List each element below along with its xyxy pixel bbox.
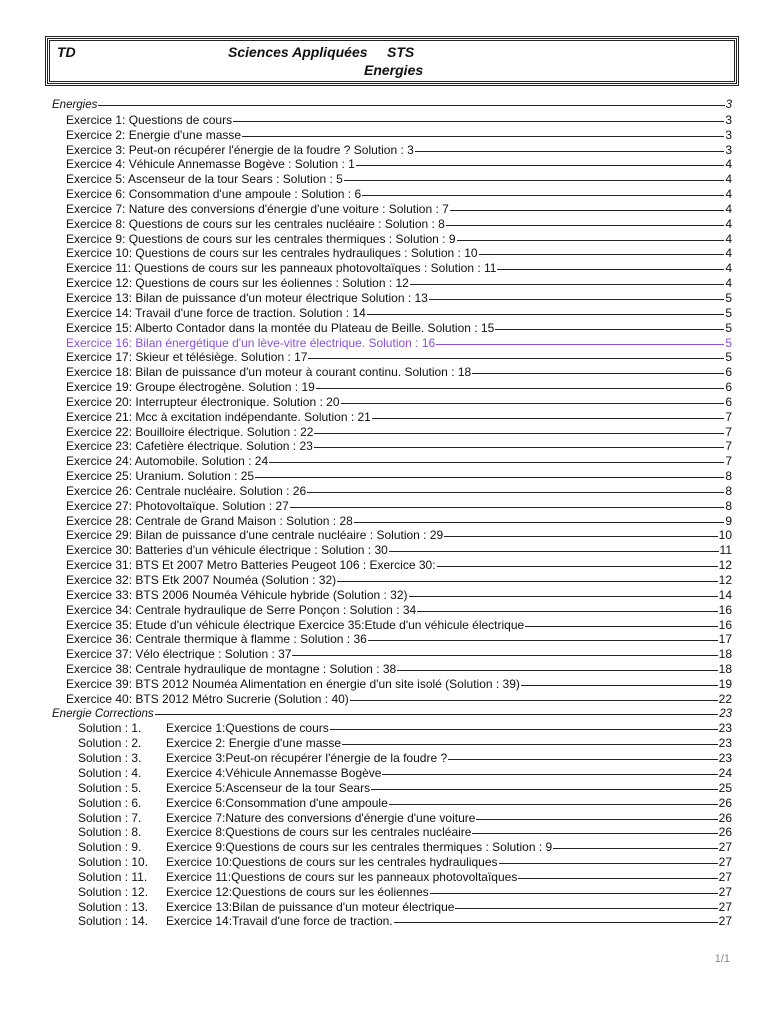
toc-entry-title: Exercice 15: Alberto Contador dans la montée du Plateau de Beille. Solution : 15 (66, 320, 495, 335)
toc-leader-line (455, 908, 717, 909)
toc-solution-number: Solution : 3. (78, 751, 142, 766)
toc-leader-line (354, 522, 724, 523)
toc-page-number: 3 (725, 127, 732, 142)
toc-leader-line (430, 893, 718, 894)
toc-leader-line (314, 433, 724, 434)
toc-page-number: 23 (718, 736, 732, 751)
toc-entry-title: Exercice 37: Vélo électrique : Solution : 37 (66, 647, 292, 662)
toc-leader-line (436, 344, 724, 345)
toc-page-number: 11 (719, 543, 732, 558)
toc-page-number: 17 (718, 632, 732, 647)
toc-page-number: 9 (725, 513, 732, 528)
toc-leader-line (457, 240, 725, 241)
table-of-contents (0, 98, 768, 929)
toc-page-number: 23 (718, 751, 732, 766)
toc-leader-line (367, 314, 725, 315)
toc-leader-line (429, 299, 724, 300)
toc-page-number: 27 (718, 855, 732, 870)
toc-leader-line (389, 804, 718, 805)
toc-entry-title: Exercice 17: Skieur et télésiège. Solution : 17 (66, 350, 308, 365)
toc-page-number: 23 (719, 707, 732, 720)
toc-page-number: 7 (725, 409, 732, 424)
toc-solution-number: Solution : 4. (78, 765, 142, 780)
toc-page-number: 5 (725, 320, 732, 335)
toc-entry-link[interactable] (0, 321, 768, 336)
toc-solution-number: Solution : 2. (78, 736, 142, 751)
toc-page-number: 4 (725, 246, 732, 261)
page-indicator: 1/1 (714, 953, 730, 965)
toc-page-number: 18 (718, 647, 732, 662)
toc-entry-title: Exercice 39: BTS 2012 Nouméa Alimentation en énergie d'un site isolé (Solution : 39) (66, 676, 520, 691)
toc-entry-title: Exercice 33: BTS 2006 Nouméa Véhicule hybride (Solution : 32) (66, 587, 408, 602)
toc-entry-link[interactable] (0, 618, 768, 633)
toc-leader-line (350, 700, 718, 701)
toc-entry-link[interactable] (0, 380, 768, 395)
toc-leader-line (446, 225, 724, 226)
toc-page-number: 27 (718, 914, 732, 929)
toc-entry-link[interactable] (0, 425, 768, 440)
toc-entry-link[interactable] (0, 113, 768, 128)
toc-entry-link[interactable] (0, 514, 768, 529)
toc-entry-link[interactable] (0, 811, 768, 826)
toc-entry-title: Exercice 12: Questions de cours sur les éoliennes : Solution : 12 (66, 276, 409, 291)
toc-entry-title: Exercice 26: Centrale nucléaire. Solution : 26 (66, 483, 307, 498)
toc-page-number: 22 (718, 691, 732, 706)
toc-leader-line (337, 581, 718, 582)
toc-entry-title: Exercice 18: Bilan de puissance d'un moteur à courant continu. Solution : 18 (66, 365, 472, 380)
toc-page-number: 3 (725, 142, 732, 157)
toc-entry-title: Exercice 20: Interrupteur électronique. Solution : 20 (66, 394, 340, 409)
toc-entry-link[interactable] (0, 781, 768, 796)
toc-page-number: 8 (725, 483, 732, 498)
toc-entry-link[interactable] (0, 276, 768, 291)
toc-page-number: 16 (718, 602, 732, 617)
toc-leader-line (314, 447, 725, 448)
toc-entry-title: Exercice 24: Automobile. Solution : 24 (66, 454, 269, 469)
toc-entry-link[interactable] (0, 914, 768, 929)
toc-page-number: 25 (718, 780, 732, 795)
toc-leader-line (553, 848, 717, 849)
toc-leader-line (308, 358, 724, 359)
toc-leader-line (472, 833, 717, 834)
toc-leader-line (415, 151, 724, 152)
toc-entry-link[interactable] (0, 469, 768, 484)
toc-page-number: 27 (718, 869, 732, 884)
toc-leader-line (362, 195, 724, 196)
toc-leader-line (155, 714, 719, 715)
toc-leader-line (394, 922, 718, 923)
toc-page-number: 26 (718, 810, 732, 825)
toc-entry-title: Exercice 34: Centrale hydraulique de Serre Ponçon : Solution : 34 (66, 602, 417, 617)
toc-page-number: 27 (718, 899, 732, 914)
toc-leader-line (437, 566, 718, 567)
toc-leader-line (448, 759, 718, 760)
toc-leader-line (417, 611, 717, 612)
toc-page-number: 18 (718, 662, 732, 677)
toc-page-number: 7 (725, 424, 732, 439)
toc-entry-title: Exercice 38: Centrale hydraulique de montagne : Solution : 38 (66, 662, 397, 677)
toc-entry-link[interactable] (0, 395, 768, 410)
toc-page-number: 19 (718, 676, 732, 691)
toc-solution-number: Solution : 6. (78, 795, 142, 810)
toc-entry-link[interactable] (0, 840, 768, 855)
toc-entry-title: Exercice 13: Bilan de puissance d'un moteur électrique Solution : 13 (66, 290, 428, 305)
toc-entry-title: Exercice 2: Energie d'une masse (66, 127, 242, 142)
toc-leader-line (472, 373, 724, 374)
toc-leader-line (242, 136, 724, 137)
toc-entry-title: Exercice 40: BTS 2012 Métro Sucrerie (Solution : 40) (66, 691, 349, 706)
toc-entry-link[interactable] (0, 261, 768, 276)
toc-page-number: 5 (725, 335, 732, 350)
toc-leader-line (450, 210, 725, 211)
toc-page-number: 12 (718, 573, 732, 587)
toc-page-number: 16 (718, 617, 732, 632)
toc-page-number: 26 (718, 795, 732, 810)
toc-leader-line (344, 180, 724, 181)
toc-page-number: 4 (725, 157, 732, 172)
toc-page-number: 3 (725, 99, 732, 111)
toc-page-number: 4 (725, 172, 732, 187)
toc-leader-line (316, 388, 724, 389)
toc-entry-link[interactable] (0, 751, 768, 766)
toc-entry-link[interactable] (0, 439, 768, 454)
toc-entry-title: Exercice 35: Etude d'un véhicule électrique Exercice 35:Etude d'un véhicule électrique (66, 617, 525, 632)
toc-page-number: 10 (718, 528, 732, 543)
toc-leader-line (518, 878, 717, 879)
toc-section-link[interactable] (0, 98, 768, 113)
toc-page-number: 6 (725, 365, 732, 380)
toc-leader-line (368, 640, 718, 641)
toc-entry-title: Exercice 3: Peut-on récupérer l'énergie de la foudre ? Solution : 3 (66, 142, 414, 157)
toc-page-number: 7 (725, 454, 732, 469)
toc-entry-link[interactable] (0, 885, 768, 900)
toc-entry-link[interactable] (0, 632, 768, 647)
toc-entry-link[interactable] (0, 365, 768, 380)
toc-entry-link[interactable] (0, 662, 768, 677)
toc-entry-link[interactable] (0, 246, 768, 261)
toc-entry-title: Exercice 4:Véhicule Annemasse Bogève (166, 765, 382, 780)
toc-leader-line (330, 729, 718, 730)
toc-page-number: 4 (725, 276, 732, 291)
toc-leader-line (410, 284, 724, 285)
toc-entry-title: Exercice 2: Energie d'une masse (166, 736, 342, 751)
toc-entry-link[interactable] (0, 499, 768, 514)
toc-entry-title: Energie Corrections (52, 707, 154, 720)
toc-entry-link[interactable] (0, 454, 768, 469)
toc-leader-line (409, 596, 718, 597)
toc-leader-line (372, 418, 724, 419)
toc-entry-title: Exercice 30: Batteries d'un véhicule électrique : Solution : 30 (66, 543, 388, 558)
toc-entry-title: Exercice 28: Centrale de Grand Maison : Solution : 28 (66, 513, 353, 528)
toc-entry-title: Exercice 1:Questions de cours (166, 721, 329, 736)
toc-page-number: 4 (725, 216, 732, 231)
toc-page-number: 6 (725, 380, 732, 395)
toc-solution-number: Solution : 10. (78, 855, 149, 870)
toc-entry-title: Exercice 27: Photovoltaïque. Solution : 27 (66, 498, 289, 513)
toc-solution-number: Solution : 14. (78, 914, 149, 929)
toc-page-number: 5 (725, 350, 732, 365)
toc-page-number: 8 (725, 469, 732, 484)
toc-entry-link[interactable] (0, 647, 768, 662)
header-subtitle: Energies (364, 62, 424, 78)
toc-entry-link[interactable] (0, 217, 768, 232)
toc-entry-title: Exercice 14:Travail d'une force de traction. (166, 914, 393, 929)
toc-leader-line (233, 121, 724, 122)
toc-entry-title: Exercice 32: BTS Etk 2007 Nouméa (Solution : 32) (66, 573, 337, 587)
toc-entry-title: Exercice 19: Groupe électrogène. Solution : 19 (66, 380, 315, 395)
toc-entry-link[interactable] (0, 187, 768, 202)
toc-entry-link[interactable] (0, 677, 768, 692)
toc-page-number: 24 (718, 765, 732, 780)
toc-leader-line (497, 269, 724, 270)
toc-entry-title: Exercice 11:Questions de cours sur les panneaux photovoltaïques (166, 869, 518, 884)
toc-entry-title: Exercice 6:Consommation d'une ampoule (166, 795, 388, 810)
toc-entry-title: Exercice 8:Questions de cours sur les centrales nucléaire (166, 825, 472, 840)
toc-entry-link[interactable] (0, 528, 768, 543)
toc-entry-link[interactable] (0, 766, 768, 781)
toc-leader-line (307, 492, 724, 493)
toc-leader-line (444, 536, 717, 537)
toc-leader-line (389, 551, 719, 552)
toc-entry-link[interactable] (0, 232, 768, 247)
toc-leader-line (255, 477, 724, 478)
toc-entry-title: Exercice 12:Questions de cours sur les éoliennes (166, 884, 429, 899)
toc-solution-number: Solution : 7. (78, 810, 142, 825)
toc-entry-link[interactable] (0, 128, 768, 143)
toc-entry-title: Exercice 9: Questions de cours sur les centrales thermiques : Solution : 9 (66, 231, 456, 246)
toc-leader-line (476, 819, 717, 820)
header-title: Sciences Appliquées STS (228, 44, 415, 60)
toc-leader-line (521, 685, 718, 686)
toc-entry-title: Exercice 8: Questions de cours sur les centrales nucléaire : Solution : 8 (66, 216, 445, 231)
toc-entry-link[interactable] (0, 900, 768, 915)
toc-entry-title: Exercice 4: Véhicule Annemasse Bogève : Solution : 1 (66, 157, 355, 172)
toc-entry-link[interactable] (0, 721, 768, 736)
toc-entry-title: Exercice 36: Centrale thermique à flamme : Solution : 36 (66, 632, 367, 647)
toc-leader-line (397, 670, 717, 671)
toc-entry-link[interactable] (0, 543, 768, 558)
toc-solution-number: Solution : 1. (78, 721, 142, 736)
toc-entry-title: Energies (52, 99, 98, 111)
toc-page-number: 12 (718, 558, 732, 573)
toc-solution-number: Solution : 5. (78, 780, 142, 795)
toc-leader-line (342, 744, 718, 745)
toc-entry-link[interactable] (0, 558, 768, 573)
toc-page-number: 5 (725, 305, 732, 320)
toc-entry-link[interactable] (0, 484, 768, 499)
toc-entry-title: Exercice 11: Questions de cours sur les panneaux photovoltaïques : Solution : 11 (66, 261, 497, 276)
toc-entry-title: Exercice 7: Nature des conversions d'énergie d'une voiture : Solution : 7 (66, 201, 449, 216)
toc-solution-number: Solution : 9. (78, 840, 142, 855)
toc-entry-title: Exercice 13:Bilan de puissance d'un moteur électrique (166, 899, 455, 914)
toc-entry-link[interactable] (0, 692, 768, 707)
toc-entry-link[interactable] (0, 291, 768, 306)
toc-solution-number: Solution : 12. (78, 884, 149, 899)
toc-page-number: 4 (725, 201, 732, 216)
toc-leader-line (525, 626, 717, 627)
toc-entry-title: Exercice 1: Questions de cours (66, 112, 233, 127)
toc-leader-line (356, 165, 724, 166)
toc-entry-title: Exercice 5: Ascenseur de la tour Sears : Solution : 5 (66, 172, 343, 187)
toc-leader-line (290, 507, 725, 508)
toc-leader-line (382, 774, 717, 775)
toc-entry-title: Exercice 9:Questions de cours sur les centrales thermiques : Solution : 9 (166, 840, 553, 855)
toc-entry-title: Exercice 16: Bilan énergétique d'un lève-vitre électrique. Solution : 16 (66, 335, 436, 350)
toc-entry-link[interactable] (0, 870, 768, 885)
toc-leader-line (269, 462, 724, 463)
toc-leader-line (341, 403, 725, 404)
toc-section-link[interactable] (0, 707, 768, 722)
toc-entry-link[interactable] (0, 306, 768, 321)
toc-entry-link[interactable] (0, 157, 768, 172)
toc-page-number: 23 (718, 721, 732, 736)
toc-entry-link[interactable] (0, 573, 768, 588)
toc-entry-title: Exercice 22: Bouilloire électrique. Solution : 22 (66, 424, 314, 439)
toc-entry-title: Exercice 7:Nature des conversions d'énergie d'une voiture (166, 810, 476, 825)
toc-entry-link[interactable] (0, 350, 768, 365)
toc-leader-line (495, 329, 724, 330)
toc-entry-link[interactable] (0, 855, 768, 870)
toc-page-number: 26 (718, 825, 732, 840)
header-td-label: TD (57, 44, 76, 60)
toc-entry-title: Exercice 29: Bilan de puissance d'une centrale nucléaire : Solution : 29 (66, 528, 444, 543)
toc-solution-number: Solution : 13. (78, 899, 149, 914)
toc-leader-line (371, 789, 718, 790)
toc-page-number: 27 (718, 840, 732, 855)
toc-entry-title: Exercice 14: Travail d'une force de traction. Solution : 14 (66, 305, 366, 320)
toc-entry-link[interactable] (0, 825, 768, 840)
toc-page-number: 4 (725, 187, 732, 202)
toc-entry-link[interactable] (0, 172, 768, 187)
toc-entry-link[interactable] (0, 143, 768, 158)
document-header (45, 36, 739, 86)
toc-entry-title: Exercice 31: BTS Et 2007 Metro Batteries Peugeot 106 : Exercice 30: (66, 558, 436, 573)
toc-leader-line (499, 863, 718, 864)
toc-page-number: 7 (725, 439, 732, 454)
toc-page-number: 27 (718, 884, 732, 899)
toc-entry-link[interactable] (0, 603, 768, 618)
toc-entry-link[interactable] (0, 588, 768, 603)
toc-entry-title: Exercice 10:Questions de cours sur les centrales hydrauliques (166, 855, 498, 870)
toc-leader-line (479, 254, 725, 255)
toc-page-number: 4 (725, 261, 732, 276)
toc-entry-title: Exercice 6: Consommation d'une ampoule : Solution : 6 (66, 187, 362, 202)
toc-page-number: 4 (725, 231, 732, 246)
toc-entry-link[interactable] (0, 410, 768, 425)
toc-entry-title: Exercice 23: Cafetière électrique. Solution : 23 (66, 439, 313, 454)
toc-page-number: 3 (725, 112, 732, 127)
toc-entry-link[interactable] (0, 736, 768, 751)
toc-page-number: 5 (725, 290, 732, 305)
toc-leader-line (98, 105, 724, 106)
toc-solution-number: Solution : 11. (78, 869, 148, 884)
toc-entry-link[interactable] (0, 796, 768, 811)
toc-entry-title: Exercice 25: Uranium. Solution : 25 (66, 469, 255, 484)
toc-entry-link[interactable] (0, 336, 768, 351)
toc-page-number: 8 (725, 498, 732, 513)
toc-solution-number: Solution : 8. (78, 825, 142, 840)
toc-entry-title: Exercice 5:Ascenseur de la tour Sears (166, 780, 371, 795)
toc-leader-line (292, 655, 717, 656)
toc-page-number: 6 (725, 394, 732, 409)
toc-page-number: 14 (718, 587, 732, 602)
toc-entry-title: Exercice 3:Peut-on récupérer l'énergie de la foudre ? (166, 751, 448, 766)
toc-entry-title: Exercice 10: Questions de cours sur les centrales hydrauliques : Solution : 10 (66, 246, 478, 261)
toc-entry-link[interactable] (0, 202, 768, 217)
toc-entry-title: Exercice 21: Mcc à excitation indépendante. Solution : 21 (66, 409, 371, 424)
